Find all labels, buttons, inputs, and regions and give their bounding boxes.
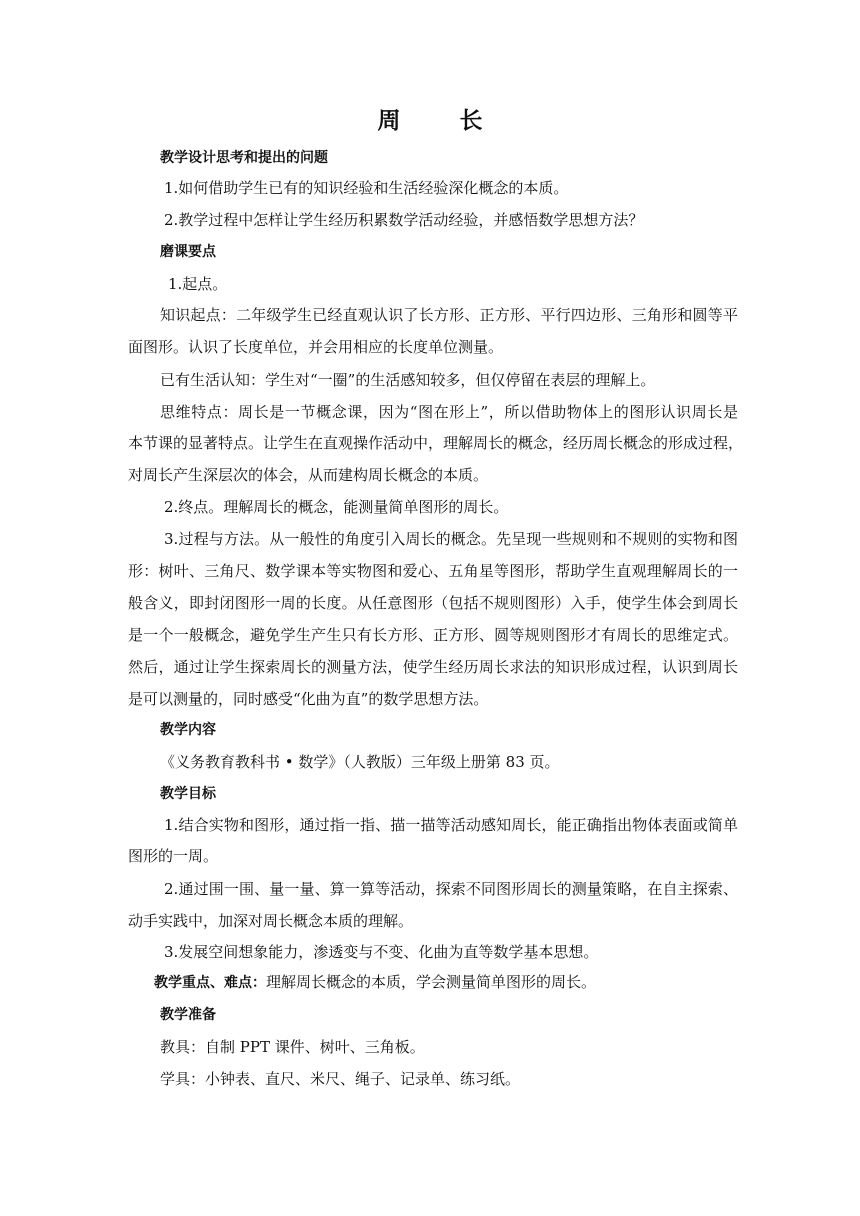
goal-line: 2.通过围一围、量一量、算一算等活动，探索不同图形周长的测量策略，在自主探索、 [164, 880, 738, 898]
goal-line: 3.发展空间想象能力，渗透变与不变、化曲为直等数学基本思想。 [164, 943, 599, 961]
paragraph-line: 本节课的显著特点。让学生在直观操作活动中，理解周长的概念，经历周长概念的形成过程， [128, 434, 744, 452]
question-item: 2.教学过程中怎样让学生经历积累数学活动经验，并感悟数学思想方法？ [164, 211, 644, 229]
goal-line: 1.结合实物和图形，通过指一指、描一描等活动感知周长，能正确指出物体表面或简单 [164, 816, 738, 834]
paragraph-line: 知识起点：二年级学生已经直观认识了长方形、正方形、平行四边形、三角形和圆等平 [160, 306, 738, 324]
section-heading-preparation: 教学准备 [160, 1007, 216, 1023]
goal-line: 图形的一周。 [128, 847, 219, 865]
paragraph-line: 是一个一般概念，避免学生产生只有长方形、正方形、圆等规则图形才有周长的思维定式。 [128, 626, 738, 644]
point-start: 1.起点。 [168, 275, 228, 293]
paragraph-line: 般含义，即封闭图形一周的长度。从任意图形（包括不规则图形）入手，使学生体会到周长 [128, 594, 738, 612]
key-points-line [128, 966, 738, 1000]
paragraph-line: 3.过程与方法。从一般性的角度引入周长的概念。先呈现一些规则和不规则的实物和图 [164, 530, 738, 548]
point-end: 2.终点。理解周长的概念，能测量简单图形的周长。 [164, 498, 509, 516]
section-heading-key-points: 磨课要点 [160, 244, 216, 260]
section-heading-design-questions: 教学设计思考和提出的问题 [160, 150, 328, 166]
content-text: 《义务教育教科书 • 数学》（人教版）三年级上册第 83 页。 [160, 753, 560, 771]
paragraph-line: 对周长产生深层次的体会，从而建构周长概念的本质。 [128, 466, 489, 484]
paragraph-line: 思维特点：周长是一节概念课，因为“图在形上”，所以借助物体上的图形认识周长是 [160, 403, 738, 421]
student-materials: 学具：小钟表、直尺、米尺、绳子、记录单、练习纸。 [160, 1070, 521, 1088]
key-points-label: 教学重点、难点： [154, 975, 266, 991]
question-item: 1.如何借助学生已有的知识经验和生活经验深化概念的本质。 [164, 179, 569, 197]
paragraph-line: 面图形。认识了长度单位，并会用相应的长度单位测量。 [128, 338, 504, 356]
key-points-text: 理解周长概念的本质，学会测量简单图形的周长。 [266, 973, 597, 991]
goal-line: 动手实践中，加深对周长概念本质的理解。 [128, 912, 414, 930]
document-title: 周 长 [377, 107, 501, 134]
paragraph-line: 是可以测量的，同时感受“化曲为直”的数学思想方法。 [128, 690, 489, 708]
paragraph-line: 然后，通过让学生探索周长的测量方法，使学生经历周长求法的知识形成过程，认识到周长 [128, 658, 738, 676]
section-heading-goals: 教学目标 [160, 786, 216, 802]
paragraph-line: 已有生活认知：学生对“一圈”的生活感知较多，但仅停留在表层的理解上。 [160, 371, 656, 389]
section-heading-content: 教学内容 [160, 722, 216, 738]
teacher-materials: 教具：自制 PPT 课件、树叶、三角板。 [160, 1038, 425, 1056]
paragraph-line: 形：树叶、三角尺、数学课本等实物图和爱心、五角星等图形，帮助学生直观理解周长的一 [128, 562, 738, 580]
